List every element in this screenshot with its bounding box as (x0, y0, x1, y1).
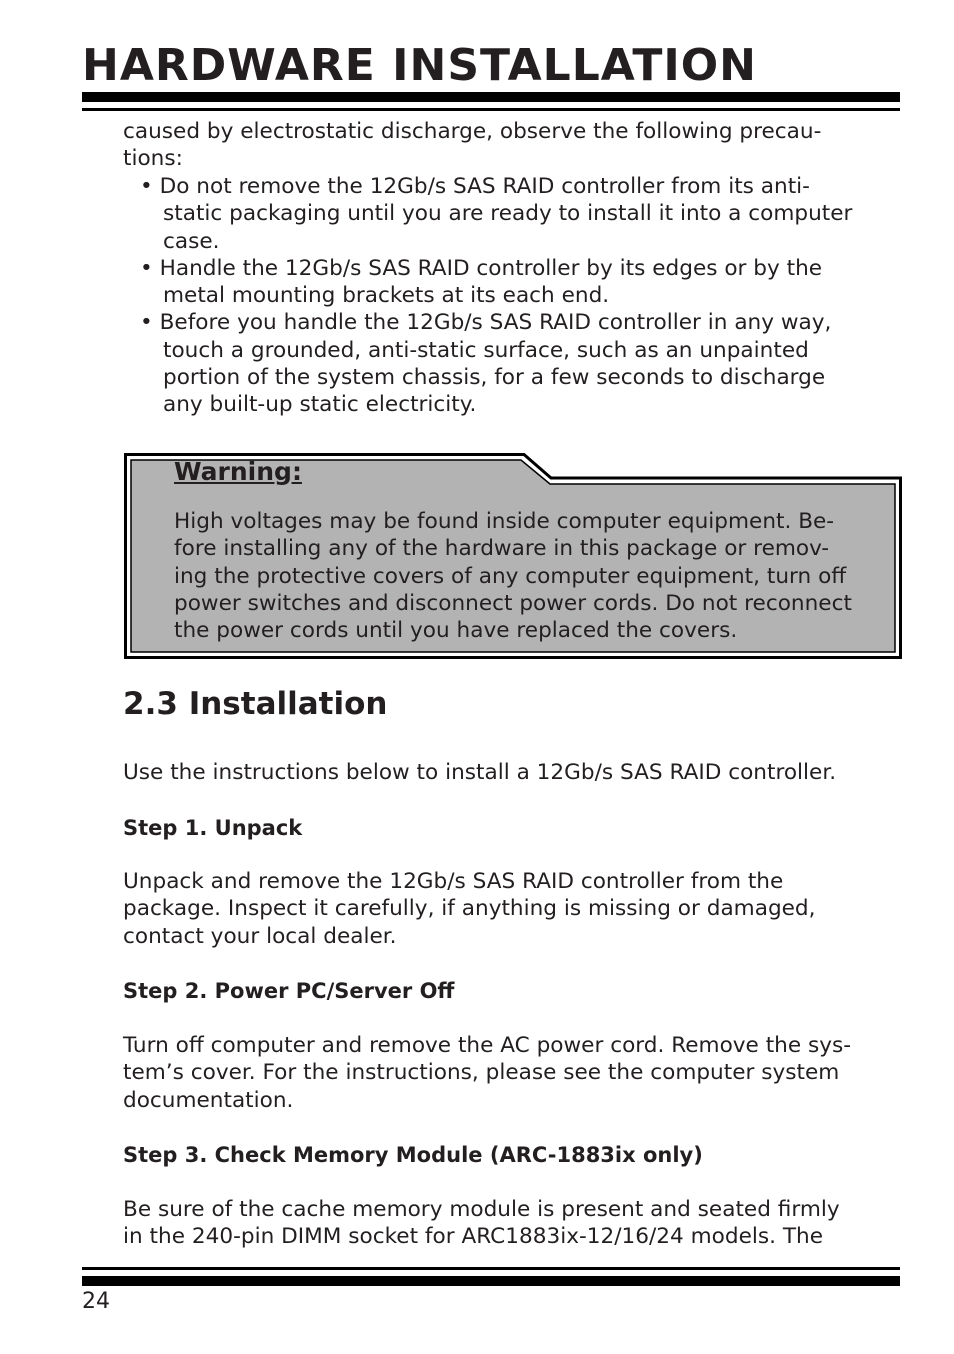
warning-line: power switches and disconnect power cords. Do not reconnect (174, 590, 852, 616)
step-line: Unpack and remove the 12Gb/s SAS RAID controller from the (123, 869, 784, 894)
bullet-line: any built-up static electricity. (163, 392, 477, 418)
bullet-line: touch a grounded, anti-static surface, such as an unpainted (163, 337, 809, 363)
warning-line: fore installing any of the hardware in this package or remov- (174, 536, 830, 562)
header-rule-thick (82, 92, 900, 102)
warning-title: Warning: (174, 457, 302, 486)
footer-rule-thin (82, 1267, 900, 1270)
header-rule-thin (82, 108, 900, 111)
bullet-line: • Handle the 12Gb/s SAS RAID controller by its edges or by the (140, 255, 823, 281)
step-line: Turn off computer and remove the AC power cord. Remove the sys- (123, 1033, 852, 1058)
bullet-line: metal mounting brackets at its each end. (163, 283, 610, 309)
step-line: documentation. (123, 1087, 294, 1113)
step-heading: Step 3. Check Memory Module (ARC-1883ix only) (123, 1143, 703, 1167)
precautions-list (140, 173, 930, 419)
warning-line: ing the protective covers of any computer equipment, turn off (174, 563, 847, 589)
intro-line: caused by electrostatic discharge, observe the following precau- (123, 119, 822, 144)
step-line: tem’s cover. For the instructions, please see the computer system (123, 1060, 840, 1086)
section-intro: Use the instructions below to install a 12Gb/s SAS RAID controller. (123, 760, 837, 785)
warning-line: the power cords until you have replaced the covers. (174, 618, 738, 644)
bullet-line: portion of the system chassis, for a few seconds to discharge (163, 365, 826, 391)
intro-paragraph (123, 118, 913, 173)
step-paragraph (123, 1196, 913, 1251)
warning-text (174, 508, 852, 644)
step-paragraph (123, 1032, 913, 1114)
precaution-item (140, 173, 930, 255)
section-title: 2.3 Installation (123, 686, 388, 722)
step-line: Be sure of the cache memory module is present and seated firmly (123, 1197, 840, 1222)
bullet-line: • Do not remove the 12Gb/s SAS RAID controller from its anti- (140, 174, 810, 199)
header-title: HARDWARE INSTALLATION (82, 40, 758, 91)
step-line: contact your local dealer. (123, 923, 397, 949)
step-line: in the 240-pin DIMM socket for ARC1883ix-12/16/24 models. The (123, 1224, 824, 1250)
page-number: 24 (82, 1289, 110, 1314)
warning-box (124, 453, 902, 659)
step-line: package. Inspect it carefully, if anything is missing or damaged, (123, 896, 816, 922)
footer-rule-thick (82, 1276, 900, 1286)
bullet-line: case. (163, 228, 220, 254)
precaution-item (140, 309, 930, 418)
bullet-line: • Before you handle the 12Gb/s SAS RAID controller in any way, (140, 310, 832, 336)
warning-line: High voltages may be found inside computer equipment. Be- (174, 509, 835, 534)
precaution-item (140, 255, 930, 310)
intro-line: tions: (123, 146, 183, 172)
step-heading: Step 1. Unpack (123, 816, 303, 840)
step-heading: Step 2. Power PC/Server Off (123, 979, 455, 1003)
step-paragraph (123, 868, 913, 950)
bullet-line: static packaging until you are ready to install it into a computer (163, 201, 853, 227)
